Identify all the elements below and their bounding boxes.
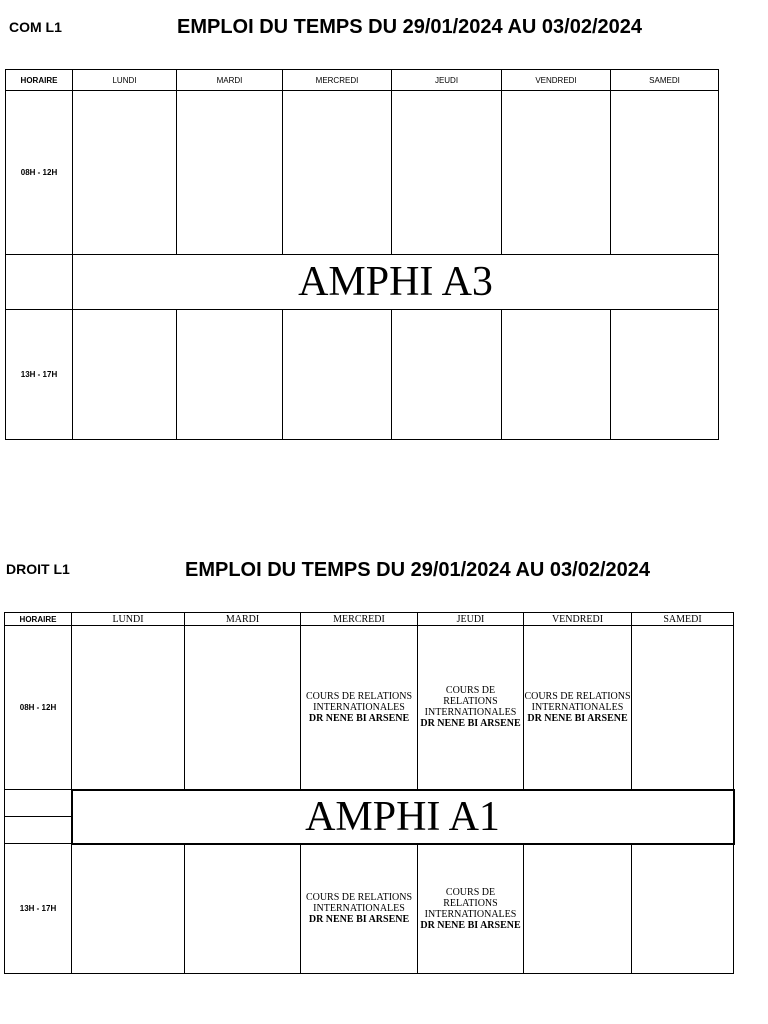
header-mardi: MARDI xyxy=(177,70,283,91)
header-horaire: HORAIRE xyxy=(5,613,72,626)
room-row-top xyxy=(5,790,734,817)
header-vendredi: VENDREDI xyxy=(502,70,611,91)
cell-mardi-afternoon xyxy=(185,844,301,974)
afternoon-row xyxy=(5,844,734,974)
cell-jeudi-afternoon xyxy=(392,310,502,440)
room-row-spacer xyxy=(5,790,72,817)
cell-vendredi-afternoon xyxy=(524,844,632,974)
group-label-droit-l1: DROIT L1 xyxy=(6,561,70,577)
header-row xyxy=(6,70,719,91)
course-title: COURS DE RELATIONS INTERNATIONALES xyxy=(424,685,517,719)
course-teacher: DR NENE BI ARSENE xyxy=(420,718,521,730)
slot-morning: 08H - 12H xyxy=(6,91,73,255)
header-mardi: MARDI xyxy=(185,613,301,626)
morning-row xyxy=(5,626,734,790)
header-lundi: LUNDI xyxy=(73,70,177,91)
header-samedi: SAMEDI xyxy=(632,613,734,626)
timetable-com-l1 xyxy=(5,69,719,440)
cell-mardi-morning xyxy=(185,626,301,790)
header-jeudi: JEUDI xyxy=(392,70,502,91)
room-row-spacer xyxy=(5,817,72,844)
course-title: COURS DE RELATIONS INTERNATIONALES xyxy=(424,886,517,920)
cell-vendredi-afternoon xyxy=(502,310,611,440)
header-lundi: LUNDI xyxy=(72,613,185,626)
cell-samedi-afternoon xyxy=(632,844,734,974)
cell-lundi-afternoon xyxy=(73,310,177,440)
header-mercredi: MERCREDI xyxy=(301,613,418,626)
cell-jeudi-morning xyxy=(418,626,524,790)
schedule-title-com-l1: EMPLOI DU TEMPS DU 29/01/2024 AU 03/02/2024 xyxy=(177,16,643,38)
cell-jeudi-afternoon xyxy=(418,844,524,974)
course-title: COURS DE RELATIONS INTERNATIONALES xyxy=(524,690,631,713)
cell-lundi-morning xyxy=(73,91,177,255)
course-teacher: DR NENE BI ARSENE xyxy=(308,712,410,724)
cell-jeudi-morning xyxy=(392,91,502,255)
cell-lundi-morning xyxy=(72,626,185,790)
cell-vendredi-morning xyxy=(524,626,632,790)
room-label: AMPHI A3 xyxy=(73,255,719,310)
header-horaire: HORAIRE xyxy=(6,70,73,91)
cell-mardi-morning xyxy=(177,91,283,255)
header-row xyxy=(5,613,734,626)
course-teacher: DR NENE BI ARSENE xyxy=(308,914,410,926)
room-label: AMPHI A1 xyxy=(72,790,734,844)
header-jeudi: JEUDI xyxy=(418,613,524,626)
group-label-com-l1: COM L1 xyxy=(9,19,62,35)
timetable-droit-l1 xyxy=(4,612,735,974)
morning-row xyxy=(6,91,719,255)
cell-lundi-afternoon xyxy=(72,844,185,974)
cell-mercredi-morning xyxy=(283,91,392,255)
afternoon-row xyxy=(6,310,719,440)
cell-vendredi-morning xyxy=(502,91,611,255)
header-mercredi: MERCREDI xyxy=(283,70,392,91)
course-teacher: DR NENE BI ARSENE xyxy=(420,919,521,931)
course-title: COURS DE RELATIONS INTERNATIONALES xyxy=(305,892,413,915)
cell-mardi-afternoon xyxy=(177,310,283,440)
schedule-title-droit-l1: EMPLOI DU TEMPS DU 29/01/2024 AU 03/02/2024 xyxy=(185,559,651,581)
slot-afternoon: 13H - 17H xyxy=(5,844,72,974)
cell-mercredi-afternoon xyxy=(283,310,392,440)
course-teacher: DR NENE BI ARSENE xyxy=(527,712,628,724)
slot-afternoon: 13H - 17H xyxy=(6,310,73,440)
room-row-spacer xyxy=(6,255,73,310)
header-vendredi: VENDREDI xyxy=(524,613,632,626)
room-row xyxy=(6,255,719,310)
cell-samedi-morning xyxy=(611,91,719,255)
course-title: COURS DE RELATIONS INTERNATIONALES xyxy=(305,690,413,713)
cell-mercredi-morning xyxy=(301,626,418,790)
cell-samedi-morning xyxy=(632,626,734,790)
cell-samedi-afternoon xyxy=(611,310,719,440)
slot-morning: 08H - 12H xyxy=(5,626,72,790)
header-samedi: SAMEDI xyxy=(611,70,719,91)
cell-mercredi-afternoon xyxy=(301,844,418,974)
